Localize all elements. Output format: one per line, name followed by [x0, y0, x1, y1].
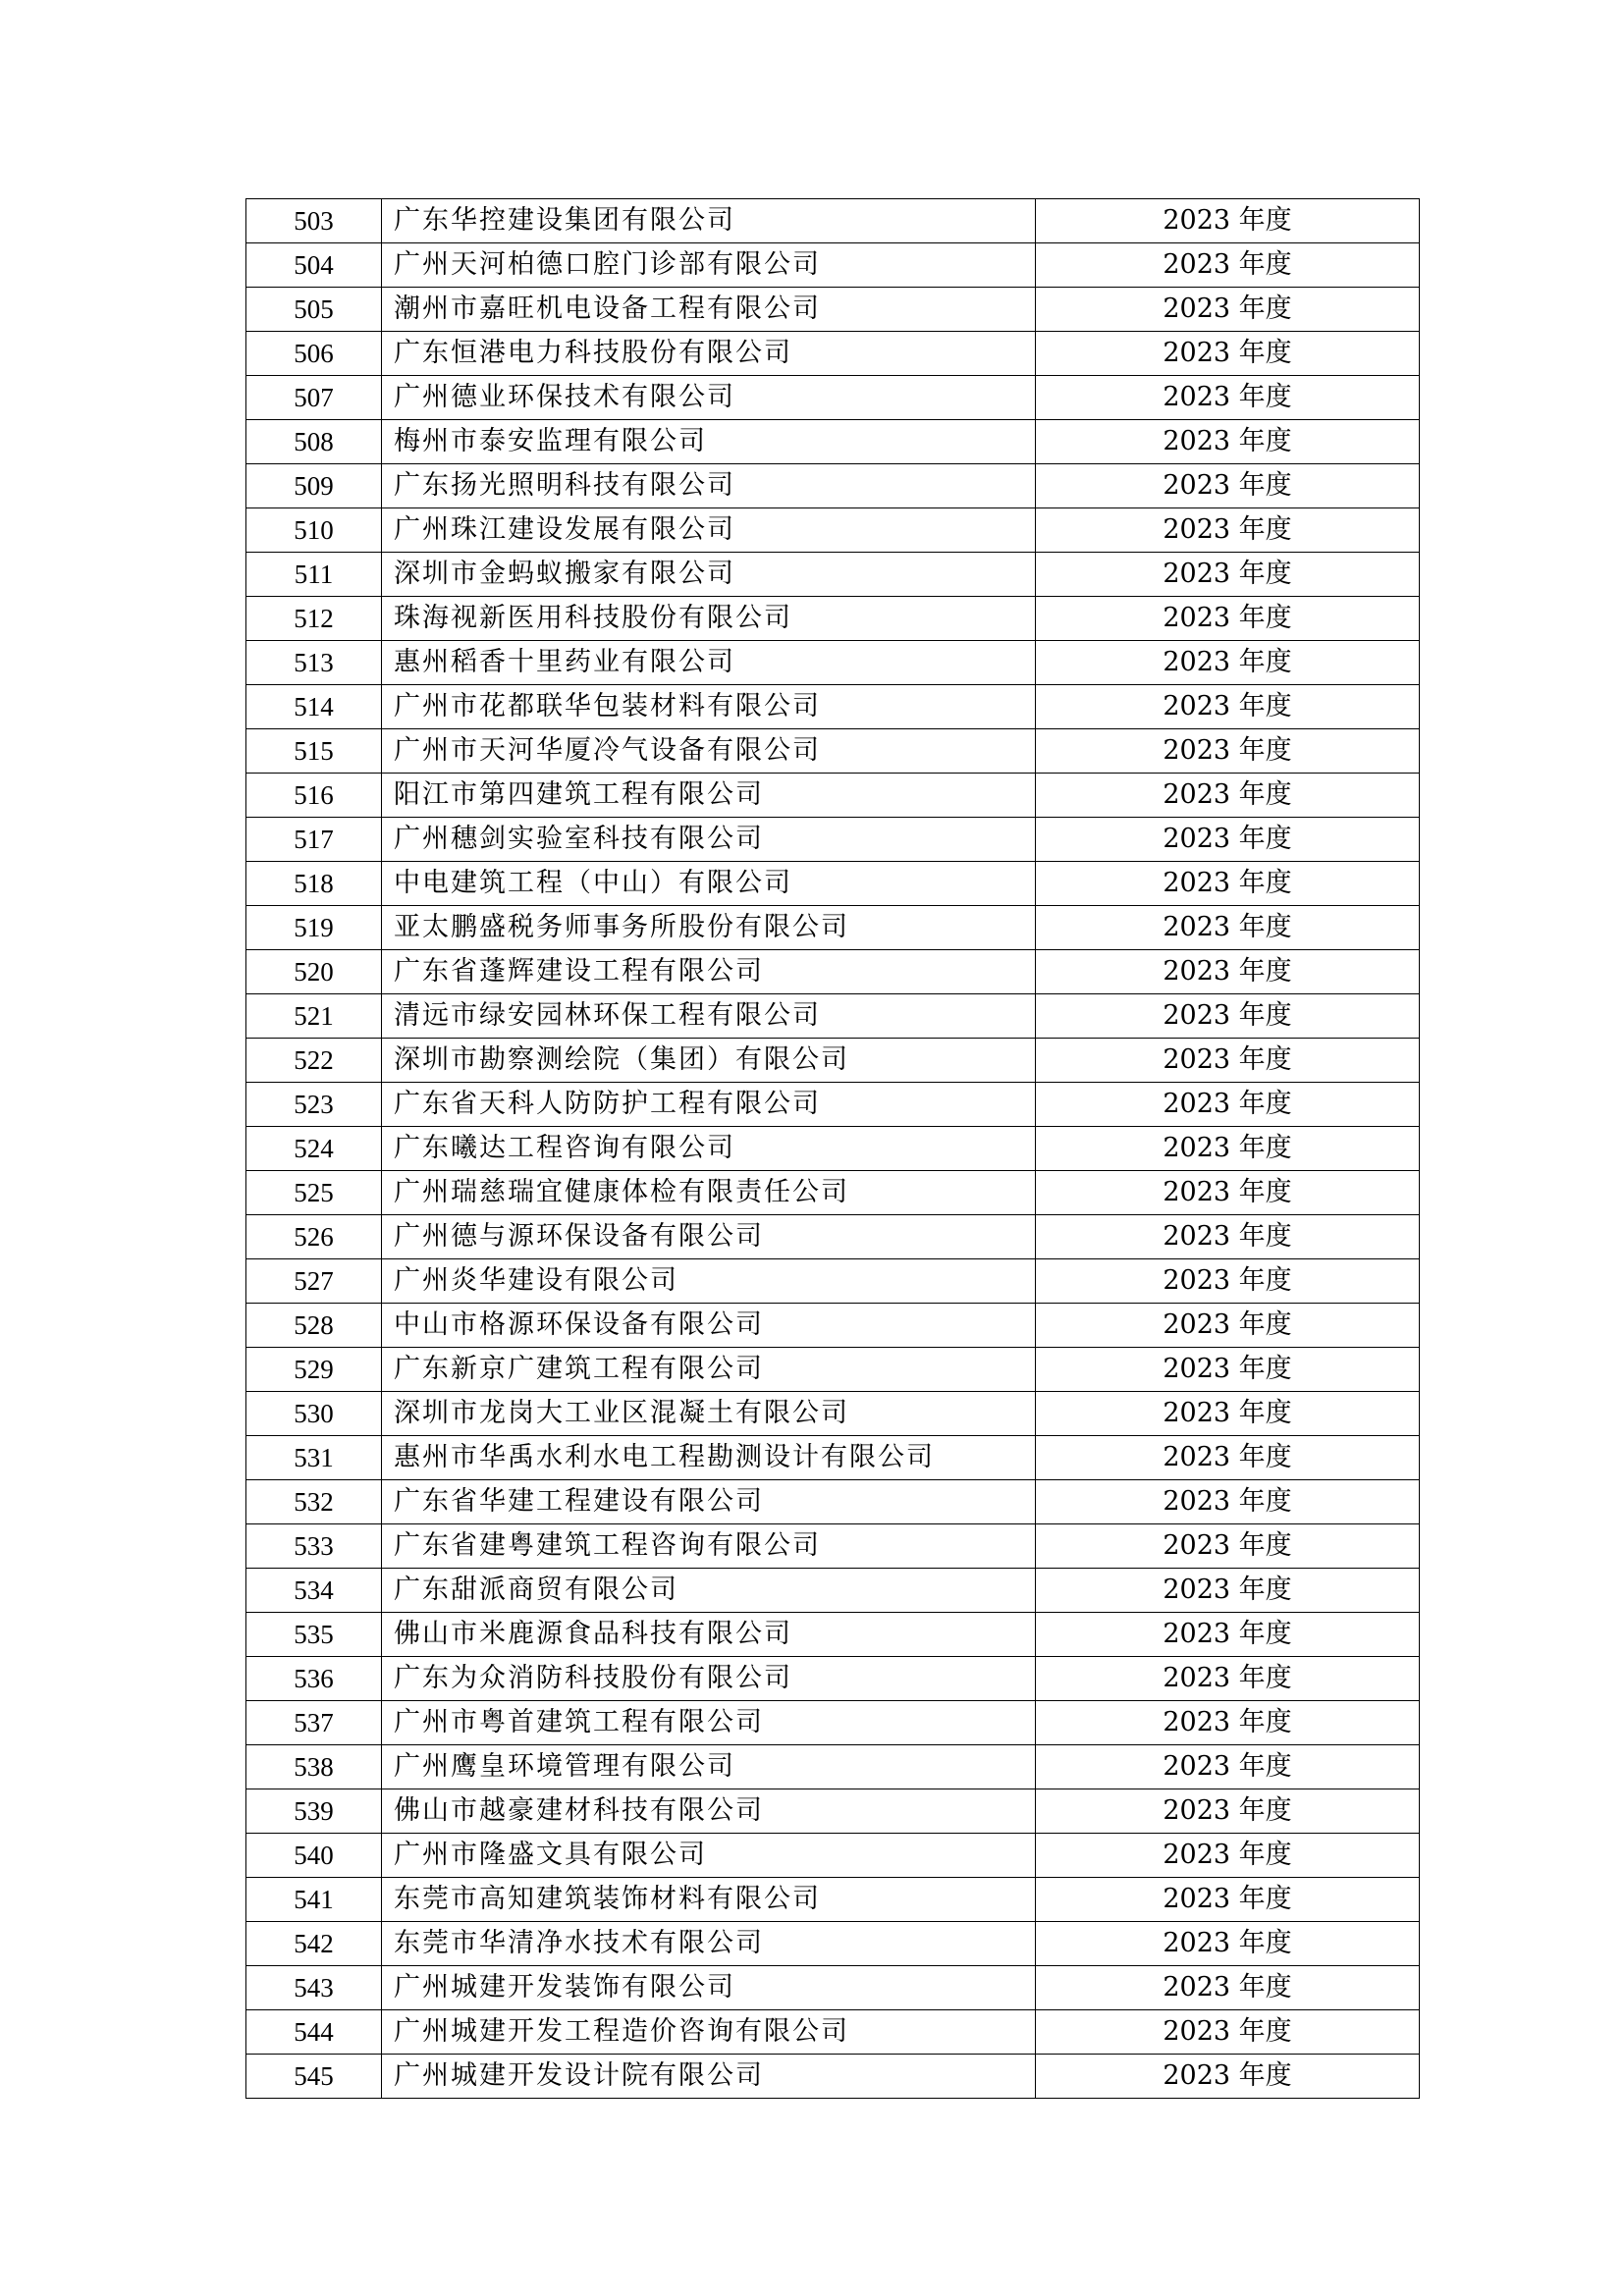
- company-name-cell: 广东甜派商贸有限公司: [382, 1569, 1036, 1613]
- row-number-cell: 516: [246, 774, 382, 818]
- table-row: [246, 862, 1420, 906]
- row-number-cell: 532: [246, 1480, 382, 1524]
- table-row: [246, 2010, 1420, 2055]
- row-number-cell: 511: [246, 553, 382, 597]
- row-number-cell: 530: [246, 1392, 382, 1436]
- year-cell: 2023 年度: [1036, 862, 1420, 906]
- year-cell: 2023 年度: [1036, 1524, 1420, 1569]
- table-row: [246, 1524, 1420, 1569]
- row-number-cell: 514: [246, 685, 382, 729]
- company-name-cell: 广东新京广建筑工程有限公司: [382, 1348, 1036, 1392]
- table-row: [246, 1039, 1420, 1083]
- company-name-cell: 深圳市龙岗大工业区混凝土有限公司: [382, 1392, 1036, 1436]
- year-cell: 2023 年度: [1036, 508, 1420, 553]
- table-row: [246, 1127, 1420, 1171]
- year-cell: 2023 年度: [1036, 950, 1420, 994]
- year-cell: 2023 年度: [1036, 1039, 1420, 1083]
- row-number-cell: 506: [246, 332, 382, 376]
- year-cell: 2023 年度: [1036, 1657, 1420, 1701]
- row-number-cell: 545: [246, 2055, 382, 2099]
- year-cell: 2023 年度: [1036, 376, 1420, 420]
- row-number-cell: 521: [246, 994, 382, 1039]
- table-row: [246, 1348, 1420, 1392]
- company-name-cell: 广州市粤首建筑工程有限公司: [382, 1701, 1036, 1745]
- company-name-cell: 广州穗剑实验室科技有限公司: [382, 818, 1036, 862]
- company-name-cell: 深圳市勘察测绘院（集团）有限公司: [382, 1039, 1036, 1083]
- year-cell: 2023 年度: [1036, 2055, 1420, 2099]
- row-number-cell: 527: [246, 1259, 382, 1304]
- table-row: [246, 420, 1420, 464]
- table-row: [246, 818, 1420, 862]
- row-number-cell: 526: [246, 1215, 382, 1259]
- table-row: [246, 685, 1420, 729]
- company-name-cell: 深圳市金蚂蚁搬家有限公司: [382, 553, 1036, 597]
- table-row: [246, 994, 1420, 1039]
- table-row: [246, 1215, 1420, 1259]
- company-name-cell: 东莞市华清净水技术有限公司: [382, 1922, 1036, 1966]
- company-name-cell: 佛山市越豪建材科技有限公司: [382, 1789, 1036, 1834]
- year-cell: 2023 年度: [1036, 199, 1420, 243]
- table-row: [246, 1657, 1420, 1701]
- company-name-cell: 广州市天河华厦冷气设备有限公司: [382, 729, 1036, 774]
- row-number-cell: 519: [246, 906, 382, 950]
- year-cell: 2023 年度: [1036, 1215, 1420, 1259]
- company-name-cell: 广东为众消防科技股份有限公司: [382, 1657, 1036, 1701]
- company-name-cell: 广州天河柏德口腔门诊部有限公司: [382, 243, 1036, 288]
- row-number-cell: 508: [246, 420, 382, 464]
- table-row: [246, 1701, 1420, 1745]
- company-name-cell: 广州德与源环保设备有限公司: [382, 1215, 1036, 1259]
- company-name-cell: 珠海视新医用科技股份有限公司: [382, 597, 1036, 641]
- company-name-cell: 广州炎华建设有限公司: [382, 1259, 1036, 1304]
- year-cell: 2023 年度: [1036, 1878, 1420, 1922]
- table-row: [246, 1436, 1420, 1480]
- row-number-cell: 520: [246, 950, 382, 994]
- year-cell: 2023 年度: [1036, 243, 1420, 288]
- year-cell: 2023 年度: [1036, 1127, 1420, 1171]
- company-name-cell: 清远市绿安园林环保工程有限公司: [382, 994, 1036, 1039]
- row-number-cell: 518: [246, 862, 382, 906]
- table-row: [246, 950, 1420, 994]
- table-row: [246, 288, 1420, 332]
- company-name-cell: 广州城建开发装饰有限公司: [382, 1966, 1036, 2010]
- table-row: [246, 199, 1420, 243]
- year-cell: 2023 年度: [1036, 1083, 1420, 1127]
- year-cell: 2023 年度: [1036, 1259, 1420, 1304]
- year-cell: 2023 年度: [1036, 685, 1420, 729]
- year-cell: 2023 年度: [1036, 1745, 1420, 1789]
- row-number-cell: 524: [246, 1127, 382, 1171]
- year-cell: 2023 年度: [1036, 1613, 1420, 1657]
- company-name-cell: 广东省华建工程建设有限公司: [382, 1480, 1036, 1524]
- company-name-cell: 中电建筑工程（中山）有限公司: [382, 862, 1036, 906]
- company-name-cell: 广东省天科人防防护工程有限公司: [382, 1083, 1036, 1127]
- year-cell: 2023 年度: [1036, 906, 1420, 950]
- year-cell: 2023 年度: [1036, 1392, 1420, 1436]
- year-cell: 2023 年度: [1036, 1701, 1420, 1745]
- row-number-cell: 513: [246, 641, 382, 685]
- company-name-cell: 广州城建开发设计院有限公司: [382, 2055, 1036, 2099]
- row-number-cell: 531: [246, 1436, 382, 1480]
- table-row: [246, 1613, 1420, 1657]
- year-cell: 2023 年度: [1036, 1834, 1420, 1878]
- year-cell: 2023 年度: [1036, 597, 1420, 641]
- company-name-cell: 广州瑞慈瑞宜健康体检有限责任公司: [382, 1171, 1036, 1215]
- year-cell: 2023 年度: [1036, 553, 1420, 597]
- year-cell: 2023 年度: [1036, 1966, 1420, 2010]
- company-name-cell: 亚太鹏盛税务师事务所股份有限公司: [382, 906, 1036, 950]
- row-number-cell: 510: [246, 508, 382, 553]
- table-row: [246, 1392, 1420, 1436]
- year-cell: 2023 年度: [1036, 1480, 1420, 1524]
- row-number-cell: 541: [246, 1878, 382, 1922]
- table-row: [246, 464, 1420, 508]
- company-name-cell: 广东华控建设集团有限公司: [382, 199, 1036, 243]
- row-number-cell: 536: [246, 1657, 382, 1701]
- row-number-cell: 503: [246, 199, 382, 243]
- table-row: [246, 1171, 1420, 1215]
- year-cell: 2023 年度: [1036, 332, 1420, 376]
- company-name-cell: 广州珠江建设发展有限公司: [382, 508, 1036, 553]
- company-name-cell: 广州市隆盛文具有限公司: [382, 1834, 1036, 1878]
- row-number-cell: 515: [246, 729, 382, 774]
- row-number-cell: 535: [246, 1613, 382, 1657]
- year-cell: 2023 年度: [1036, 1922, 1420, 1966]
- company-name-cell: 广东扬光照明科技有限公司: [382, 464, 1036, 508]
- year-cell: 2023 年度: [1036, 641, 1420, 685]
- company-name-cell: 广东恒港电力科技股份有限公司: [382, 332, 1036, 376]
- row-number-cell: 522: [246, 1039, 382, 1083]
- row-number-cell: 517: [246, 818, 382, 862]
- row-number-cell: 528: [246, 1304, 382, 1348]
- table-row: [246, 1569, 1420, 1613]
- company-name-cell: 广东省建粤建筑工程咨询有限公司: [382, 1524, 1036, 1569]
- year-cell: 2023 年度: [1036, 2010, 1420, 2055]
- company-list-table: [245, 198, 1420, 2099]
- table-row: [246, 1480, 1420, 1524]
- row-number-cell: 529: [246, 1348, 382, 1392]
- year-cell: 2023 年度: [1036, 774, 1420, 818]
- table-row: [246, 1834, 1420, 1878]
- table-row: [246, 729, 1420, 774]
- row-number-cell: 538: [246, 1745, 382, 1789]
- company-name-cell: 广州市花都联华包装材料有限公司: [382, 685, 1036, 729]
- row-number-cell: 543: [246, 1966, 382, 2010]
- company-name-cell: 广东省蓬辉建设工程有限公司: [382, 950, 1036, 994]
- company-name-cell: 广州鹰皇环境管理有限公司: [382, 1745, 1036, 1789]
- table-row: [246, 553, 1420, 597]
- company-name-cell: 广州城建开发工程造价咨询有限公司: [382, 2010, 1036, 2055]
- table-row: [246, 774, 1420, 818]
- row-number-cell: 523: [246, 1083, 382, 1127]
- row-number-cell: 504: [246, 243, 382, 288]
- table-row: [246, 1745, 1420, 1789]
- table-row: [246, 1878, 1420, 1922]
- table-row: [246, 1922, 1420, 1966]
- table-row: [246, 243, 1420, 288]
- table-row: [246, 2055, 1420, 2099]
- company-name-cell: 广州德业环保技术有限公司: [382, 376, 1036, 420]
- year-cell: 2023 年度: [1036, 1171, 1420, 1215]
- year-cell: 2023 年度: [1036, 994, 1420, 1039]
- table-row: [246, 1304, 1420, 1348]
- year-cell: 2023 年度: [1036, 1348, 1420, 1392]
- year-cell: 2023 年度: [1036, 464, 1420, 508]
- row-number-cell: 534: [246, 1569, 382, 1613]
- row-number-cell: 507: [246, 376, 382, 420]
- year-cell: 2023 年度: [1036, 1304, 1420, 1348]
- row-number-cell: 540: [246, 1834, 382, 1878]
- row-number-cell: 544: [246, 2010, 382, 2055]
- row-number-cell: 539: [246, 1789, 382, 1834]
- table-row: [246, 597, 1420, 641]
- table-row: [246, 906, 1420, 950]
- company-name-cell: 梅州市泰安监理有限公司: [382, 420, 1036, 464]
- company-name-cell: 惠州稻香十里药业有限公司: [382, 641, 1036, 685]
- table-row: [246, 1083, 1420, 1127]
- year-cell: 2023 年度: [1036, 1436, 1420, 1480]
- year-cell: 2023 年度: [1036, 729, 1420, 774]
- row-number-cell: 533: [246, 1524, 382, 1569]
- year-cell: 2023 年度: [1036, 288, 1420, 332]
- row-number-cell: 537: [246, 1701, 382, 1745]
- year-cell: 2023 年度: [1036, 1789, 1420, 1834]
- table-row: [246, 508, 1420, 553]
- row-number-cell: 512: [246, 597, 382, 641]
- table-body: [246, 199, 1420, 2099]
- row-number-cell: 509: [246, 464, 382, 508]
- table-row: [246, 1259, 1420, 1304]
- company-name-cell: 广东曦达工程咨询有限公司: [382, 1127, 1036, 1171]
- company-name-cell: 潮州市嘉旺机电设备工程有限公司: [382, 288, 1036, 332]
- row-number-cell: 525: [246, 1171, 382, 1215]
- row-number-cell: 542: [246, 1922, 382, 1966]
- table-row: [246, 332, 1420, 376]
- year-cell: 2023 年度: [1036, 420, 1420, 464]
- table-row: [246, 1789, 1420, 1834]
- table-row: [246, 1966, 1420, 2010]
- company-name-cell: 佛山市米鹿源食品科技有限公司: [382, 1613, 1036, 1657]
- table-row: [246, 376, 1420, 420]
- row-number-cell: 505: [246, 288, 382, 332]
- company-name-cell: 东莞市高知建筑装饰材料有限公司: [382, 1878, 1036, 1922]
- table-row: [246, 641, 1420, 685]
- company-name-cell: 中山市格源环保设备有限公司: [382, 1304, 1036, 1348]
- company-name-cell: 阳江市第四建筑工程有限公司: [382, 774, 1036, 818]
- year-cell: 2023 年度: [1036, 818, 1420, 862]
- year-cell: 2023 年度: [1036, 1569, 1420, 1613]
- company-name-cell: 惠州市华禹水利水电工程勘测设计有限公司: [382, 1436, 1036, 1480]
